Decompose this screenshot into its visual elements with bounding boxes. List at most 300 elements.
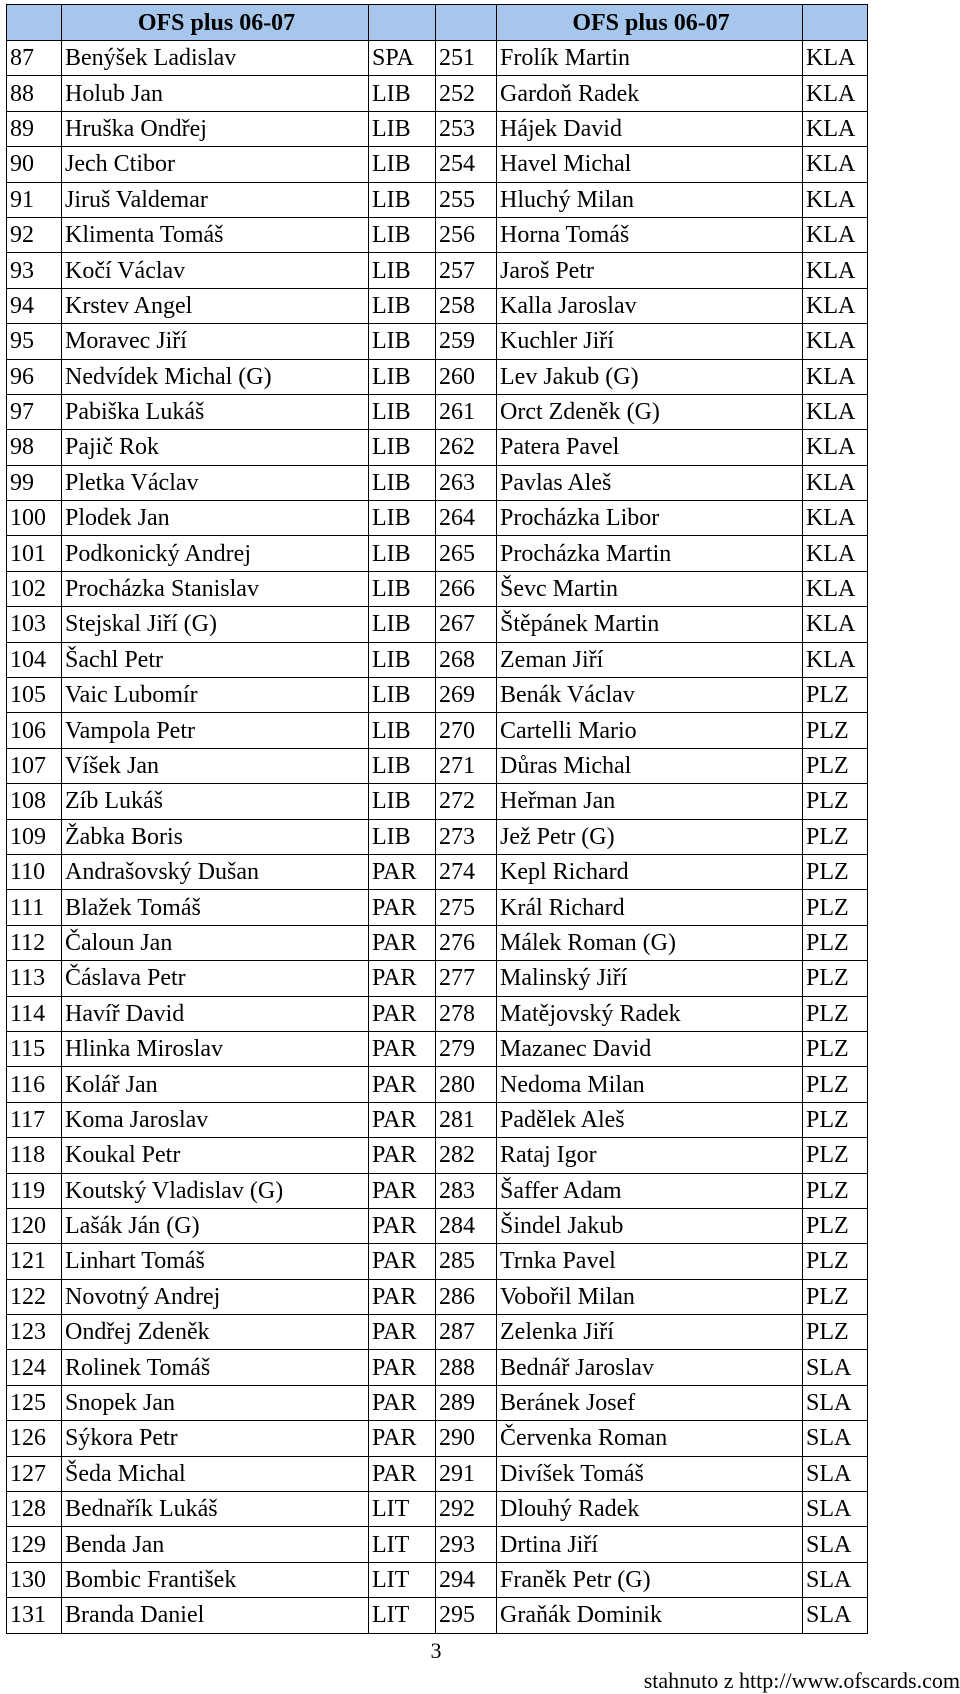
player-name-left: Šeda Michal	[62, 1456, 369, 1491]
table-row	[7, 394, 868, 429]
card-number-left: 103	[7, 607, 62, 642]
team-code-right: PLZ	[803, 1031, 868, 1066]
player-name-right: Málek Roman (G)	[497, 925, 803, 960]
player-name-left: Moravec Jiří	[62, 324, 369, 359]
card-number-left: 97	[7, 394, 62, 429]
player-name-left: Havíř David	[62, 996, 369, 1031]
player-name-right: Orct Zdeněk (G)	[497, 394, 803, 429]
team-code-right: PLZ	[803, 1315, 868, 1350]
player-name-right: Jež Petr (G)	[497, 819, 803, 854]
team-code-right: KLA	[803, 430, 868, 465]
team-code-right: KLA	[803, 253, 868, 288]
team-code-left: PAR	[369, 1279, 436, 1314]
table-row	[7, 1456, 868, 1491]
team-code-left: PAR	[369, 854, 436, 889]
team-code-left: PAR	[369, 1208, 436, 1243]
team-code-left: PAR	[369, 1421, 436, 1456]
card-number-left: 87	[7, 41, 62, 76]
player-name-right: Červenka Roman	[497, 1421, 803, 1456]
card-number-right: 252	[436, 76, 497, 111]
header-blank-cell	[803, 5, 868, 41]
team-code-left: LIB	[369, 536, 436, 571]
team-code-right: SLA	[803, 1562, 868, 1597]
player-name-right: Kepl Richard	[497, 854, 803, 889]
player-name-left: Pajič Rok	[62, 430, 369, 465]
team-code-left: PAR	[369, 1315, 436, 1350]
table-row	[7, 430, 868, 465]
team-code-right: KLA	[803, 217, 868, 252]
team-code-right: PLZ	[803, 1208, 868, 1243]
team-code-right: PLZ	[803, 748, 868, 783]
table-row	[7, 1173, 868, 1208]
player-name-left: Stejskal Jiří (G)	[62, 607, 369, 642]
table-row	[7, 996, 868, 1031]
player-name-right: Rataj Igor	[497, 1138, 803, 1173]
team-code-right: KLA	[803, 394, 868, 429]
team-code-right: PLZ	[803, 678, 868, 713]
card-number-right: 287	[436, 1315, 497, 1350]
team-code-left: LIB	[369, 501, 436, 536]
team-code-left: LIT	[369, 1492, 436, 1527]
card-number-right: 281	[436, 1102, 497, 1137]
table-row	[7, 925, 868, 960]
table-row	[7, 961, 868, 996]
player-name-right: Padělek Aleš	[497, 1102, 803, 1137]
card-number-right: 282	[436, 1138, 497, 1173]
player-name-left: Podkonický Andrej	[62, 536, 369, 571]
team-code-left: PAR	[369, 1138, 436, 1173]
card-number-left: 131	[7, 1598, 62, 1633]
table-row	[7, 678, 868, 713]
player-name-left: Klimenta Tomáš	[62, 217, 369, 252]
team-code-left: PAR	[369, 1456, 436, 1491]
team-code-right: PLZ	[803, 925, 868, 960]
table-body	[7, 41, 868, 1634]
card-number-right: 264	[436, 501, 497, 536]
table-row	[7, 1138, 868, 1173]
card-number-left: 112	[7, 925, 62, 960]
player-name-left: Pletka Václav	[62, 465, 369, 500]
team-code-left: LIB	[369, 111, 436, 146]
team-code-left: LIB	[369, 465, 436, 500]
card-number-right: 288	[436, 1350, 497, 1385]
table-row	[7, 1527, 868, 1562]
header-blank-cell	[369, 5, 436, 41]
team-code-right: KLA	[803, 607, 868, 642]
table-row	[7, 890, 868, 925]
card-number-left: 98	[7, 430, 62, 465]
card-number-right: 262	[436, 430, 497, 465]
player-name-right: Drtina Jiří	[497, 1527, 803, 1562]
player-name-left: Kolář Jan	[62, 1067, 369, 1102]
player-name-right: Gardoň Radek	[497, 76, 803, 111]
player-name-right: Štěpánek Martin	[497, 607, 803, 642]
table-row	[7, 288, 868, 323]
team-code-right: KLA	[803, 571, 868, 606]
table-header-row	[7, 5, 868, 41]
card-number-left: 111	[7, 890, 62, 925]
team-code-right: SLA	[803, 1456, 868, 1491]
player-name-left: Lašák Ján (G)	[62, 1208, 369, 1243]
card-number-right: 292	[436, 1492, 497, 1527]
card-number-right: 254	[436, 147, 497, 182]
table-row	[7, 1421, 868, 1456]
player-name-left: Hruška Ondřej	[62, 111, 369, 146]
player-name-left: Žabka Boris	[62, 819, 369, 854]
table-row	[7, 1102, 868, 1137]
player-name-right: Král Richard	[497, 890, 803, 925]
checklist-table	[6, 4, 868, 1634]
player-name-right: Benák Václav	[497, 678, 803, 713]
team-code-left: LIB	[369, 784, 436, 819]
team-code-right: PLZ	[803, 1173, 868, 1208]
table-row	[7, 713, 868, 748]
team-code-left: LIB	[369, 359, 436, 394]
table-row	[7, 854, 868, 889]
team-code-right: KLA	[803, 288, 868, 323]
table-row	[7, 536, 868, 571]
card-number-right: 284	[436, 1208, 497, 1243]
player-name-left: Krstev Angel	[62, 288, 369, 323]
table-row	[7, 1598, 868, 1633]
card-number-right: 256	[436, 217, 497, 252]
team-code-right: PLZ	[803, 890, 868, 925]
card-number-left: 129	[7, 1527, 62, 1562]
team-code-right: PLZ	[803, 713, 868, 748]
team-code-right: PLZ	[803, 1279, 868, 1314]
card-number-left: 127	[7, 1456, 62, 1491]
card-number-right: 274	[436, 854, 497, 889]
player-name-left: Čáslava Petr	[62, 961, 369, 996]
table-row	[7, 1279, 868, 1314]
card-number-left: 116	[7, 1067, 62, 1102]
card-number-right: 267	[436, 607, 497, 642]
table-row	[7, 1244, 868, 1279]
card-number-left: 130	[7, 1562, 62, 1597]
team-code-left: LIB	[369, 642, 436, 677]
team-code-right: SLA	[803, 1527, 868, 1562]
player-name-right: Vobořil Milan	[497, 1279, 803, 1314]
player-name-right: Malinský Jiří	[497, 961, 803, 996]
card-number-left: 101	[7, 536, 62, 571]
card-number-left: 88	[7, 76, 62, 111]
team-code-left: PAR	[369, 1067, 436, 1102]
table-row	[7, 501, 868, 536]
team-code-right: PLZ	[803, 1244, 868, 1279]
player-name-left: Vampola Petr	[62, 713, 369, 748]
table-row	[7, 147, 868, 182]
card-number-right: 259	[436, 324, 497, 359]
header-blank-cell	[7, 5, 62, 41]
team-code-left: LIB	[369, 324, 436, 359]
card-number-left: 120	[7, 1208, 62, 1243]
team-code-left: SPA	[369, 41, 436, 76]
team-code-left: LIB	[369, 147, 436, 182]
team-code-left: LIB	[369, 182, 436, 217]
card-number-left: 90	[7, 147, 62, 182]
team-code-left: LIB	[369, 394, 436, 429]
card-number-right: 295	[436, 1598, 497, 1633]
card-number-left: 106	[7, 713, 62, 748]
player-name-right: Graňák Dominik	[497, 1598, 803, 1633]
source-note: stahnuto z http://www.ofscards.com	[643, 1668, 960, 1693]
player-name-left: Kočí Václav	[62, 253, 369, 288]
card-number-left: 105	[7, 678, 62, 713]
card-number-right: 286	[436, 1279, 497, 1314]
table-row	[7, 571, 868, 606]
team-code-left: LIT	[369, 1527, 436, 1562]
team-code-left: LIB	[369, 819, 436, 854]
player-name-left: Víšek Jan	[62, 748, 369, 783]
table-row	[7, 748, 868, 783]
team-code-left: LIB	[369, 748, 436, 783]
card-number-right: 271	[436, 748, 497, 783]
player-name-right: Pavlas Aleš	[497, 465, 803, 500]
team-code-right: PLZ	[803, 1138, 868, 1173]
card-number-right: 291	[436, 1456, 497, 1491]
player-name-left: Blažek Tomáš	[62, 890, 369, 925]
card-number-right: 261	[436, 394, 497, 429]
card-number-right: 258	[436, 288, 497, 323]
card-number-left: 96	[7, 359, 62, 394]
table-row	[7, 1031, 868, 1066]
player-name-right: Mazanec David	[497, 1031, 803, 1066]
player-name-right: Divíšek Tomáš	[497, 1456, 803, 1491]
player-name-left: Koutský Vladislav (G)	[62, 1173, 369, 1208]
table-row	[7, 1315, 868, 1350]
card-number-left: 93	[7, 253, 62, 288]
card-number-left: 91	[7, 182, 62, 217]
team-code-right: KLA	[803, 76, 868, 111]
player-name-left: Čaloun Jan	[62, 925, 369, 960]
card-number-left: 128	[7, 1492, 62, 1527]
player-name-right: Frolík Martin	[497, 41, 803, 76]
card-number-right: 285	[436, 1244, 497, 1279]
card-number-left: 114	[7, 996, 62, 1031]
team-code-right: KLA	[803, 324, 868, 359]
card-number-left: 122	[7, 1279, 62, 1314]
player-name-right: Procházka Martin	[497, 536, 803, 571]
player-name-right: Cartelli Mario	[497, 713, 803, 748]
player-name-left: Plodek Jan	[62, 501, 369, 536]
table-row	[7, 1067, 868, 1102]
team-code-left: PAR	[369, 1350, 436, 1385]
team-code-right: PLZ	[803, 819, 868, 854]
team-code-left: LIB	[369, 430, 436, 465]
player-name-right: Procházka Libor	[497, 501, 803, 536]
player-name-right: Šindel Jakub	[497, 1208, 803, 1243]
team-code-left: LIB	[369, 571, 436, 606]
card-number-right: 294	[436, 1562, 497, 1597]
player-name-left: Pabiška Lukáš	[62, 394, 369, 429]
card-number-left: 92	[7, 217, 62, 252]
player-name-left: Jech Ctibor	[62, 147, 369, 182]
player-name-left: Koukal Petr	[62, 1138, 369, 1173]
team-code-left: LIT	[369, 1562, 436, 1597]
team-code-right: KLA	[803, 536, 868, 571]
card-number-right: 277	[436, 961, 497, 996]
card-number-right: 272	[436, 784, 497, 819]
card-number-right: 266	[436, 571, 497, 606]
team-code-left: PAR	[369, 996, 436, 1031]
team-code-right: PLZ	[803, 1067, 868, 1102]
card-number-right: 276	[436, 925, 497, 960]
team-code-right: PLZ	[803, 1102, 868, 1137]
team-code-right: SLA	[803, 1598, 868, 1633]
player-name-right: Lev Jakub (G)	[497, 359, 803, 394]
table-row	[7, 76, 868, 111]
player-name-right: Patera Pavel	[497, 430, 803, 465]
card-number-right: 251	[436, 41, 497, 76]
player-name-right: Havel Michal	[497, 147, 803, 182]
table-row	[7, 253, 868, 288]
table-row	[7, 465, 868, 500]
player-name-left: Benda Jan	[62, 1527, 369, 1562]
player-name-right: Zeman Jiří	[497, 642, 803, 677]
team-code-left: LIB	[369, 76, 436, 111]
team-code-left: LIB	[369, 713, 436, 748]
card-number-left: 99	[7, 465, 62, 500]
card-number-left: 104	[7, 642, 62, 677]
card-number-left: 117	[7, 1102, 62, 1137]
table-row	[7, 1385, 868, 1420]
player-name-right: Zelenka Jiří	[497, 1315, 803, 1350]
player-name-left: Bombic František	[62, 1562, 369, 1597]
team-code-left: PAR	[369, 1102, 436, 1137]
player-name-right: Ševc Martin	[497, 571, 803, 606]
table-row	[7, 784, 868, 819]
card-number-right: 253	[436, 111, 497, 146]
card-number-left: 94	[7, 288, 62, 323]
card-number-right: 275	[436, 890, 497, 925]
player-name-right: Franěk Petr (G)	[497, 1562, 803, 1597]
card-number-right: 260	[436, 359, 497, 394]
card-number-right: 293	[436, 1527, 497, 1562]
team-code-left: LIT	[369, 1598, 436, 1633]
player-name-left: Linhart Tomáš	[62, 1244, 369, 1279]
card-number-left: 95	[7, 324, 62, 359]
player-name-left: Hlinka Miroslav	[62, 1031, 369, 1066]
card-number-left: 107	[7, 748, 62, 783]
team-code-right: PLZ	[803, 784, 868, 819]
team-code-right: KLA	[803, 501, 868, 536]
team-code-right: KLA	[803, 642, 868, 677]
table-row	[7, 607, 868, 642]
team-code-left: LIB	[369, 607, 436, 642]
team-code-left: PAR	[369, 1244, 436, 1279]
card-number-left: 108	[7, 784, 62, 819]
team-code-left: LIB	[369, 217, 436, 252]
player-name-right: Kalla Jaroslav	[497, 288, 803, 323]
player-name-left: Holub Jan	[62, 76, 369, 111]
team-code-left: PAR	[369, 925, 436, 960]
player-name-right: Matějovský Radek	[497, 996, 803, 1031]
team-code-right: KLA	[803, 182, 868, 217]
team-code-left: PAR	[369, 1031, 436, 1066]
team-code-left: PAR	[369, 961, 436, 996]
card-number-left: 110	[7, 854, 62, 889]
card-number-right: 278	[436, 996, 497, 1031]
card-number-left: 125	[7, 1385, 62, 1420]
team-code-right: PLZ	[803, 854, 868, 889]
card-number-left: 113	[7, 961, 62, 996]
card-number-right: 283	[436, 1173, 497, 1208]
team-code-right: PLZ	[803, 961, 868, 996]
table-row	[7, 111, 868, 146]
player-name-left: Koma Jaroslav	[62, 1102, 369, 1137]
card-number-left: 123	[7, 1315, 62, 1350]
player-name-left: Sýkora Petr	[62, 1421, 369, 1456]
player-name-left: Ondřej Zdeněk	[62, 1315, 369, 1350]
team-code-right: PLZ	[803, 996, 868, 1031]
player-name-right: Beránek Josef	[497, 1385, 803, 1420]
team-code-left: PAR	[369, 1173, 436, 1208]
table-row	[7, 642, 868, 677]
player-name-left: Jiruš Valdemar	[62, 182, 369, 217]
player-name-left: Šachl Petr	[62, 642, 369, 677]
card-number-right: 270	[436, 713, 497, 748]
player-name-right: Heřman Jan	[497, 784, 803, 819]
card-number-left: 115	[7, 1031, 62, 1066]
player-name-left: Bednařík Lukáš	[62, 1492, 369, 1527]
card-number-left: 126	[7, 1421, 62, 1456]
card-number-right: 280	[436, 1067, 497, 1102]
player-name-right: Trnka Pavel	[497, 1244, 803, 1279]
card-number-left: 100	[7, 501, 62, 536]
card-number-right: 290	[436, 1421, 497, 1456]
table-row	[7, 182, 868, 217]
card-number-right: 265	[436, 536, 497, 571]
player-name-right: Kuchler Jiří	[497, 324, 803, 359]
player-name-right: Důras Michal	[497, 748, 803, 783]
player-name-left: Procházka Stanislav	[62, 571, 369, 606]
card-number-left: 109	[7, 819, 62, 854]
player-name-left: Novotný Andrej	[62, 1279, 369, 1314]
card-number-right: 279	[436, 1031, 497, 1066]
player-name-right: Nedoma Milan	[497, 1067, 803, 1102]
team-code-left: PAR	[369, 890, 436, 925]
card-number-right: 263	[436, 465, 497, 500]
team-code-right: KLA	[803, 465, 868, 500]
card-number-right: 289	[436, 1385, 497, 1420]
table-row	[7, 359, 868, 394]
card-number-left: 119	[7, 1173, 62, 1208]
team-code-right: SLA	[803, 1421, 868, 1456]
player-name-left: Benýšek Ladislav	[62, 41, 369, 76]
card-number-right: 257	[436, 253, 497, 288]
right-header-title: OFS plus 06-07	[497, 5, 803, 41]
header-blank-cell	[436, 5, 497, 41]
table-row	[7, 1562, 868, 1597]
player-name-right: Horna Tomáš	[497, 217, 803, 252]
player-name-right: Jaroš Petr	[497, 253, 803, 288]
card-number-left: 102	[7, 571, 62, 606]
team-code-right: KLA	[803, 111, 868, 146]
player-name-left: Zíb Lukáš	[62, 784, 369, 819]
card-number-right: 255	[436, 182, 497, 217]
card-number-right: 269	[436, 678, 497, 713]
table-row	[7, 324, 868, 359]
team-code-right: SLA	[803, 1350, 868, 1385]
player-name-left: Andrašovský Dušan	[62, 854, 369, 889]
player-name-left: Nedvídek Michal (G)	[62, 359, 369, 394]
page-number: 3	[430, 1638, 442, 1663]
player-name-left: Rolinek Tomáš	[62, 1350, 369, 1385]
player-name-right: Šaffer Adam	[497, 1173, 803, 1208]
table-row	[7, 41, 868, 76]
player-name-left: Vaic Lubomír	[62, 678, 369, 713]
team-code-left: LIB	[369, 253, 436, 288]
